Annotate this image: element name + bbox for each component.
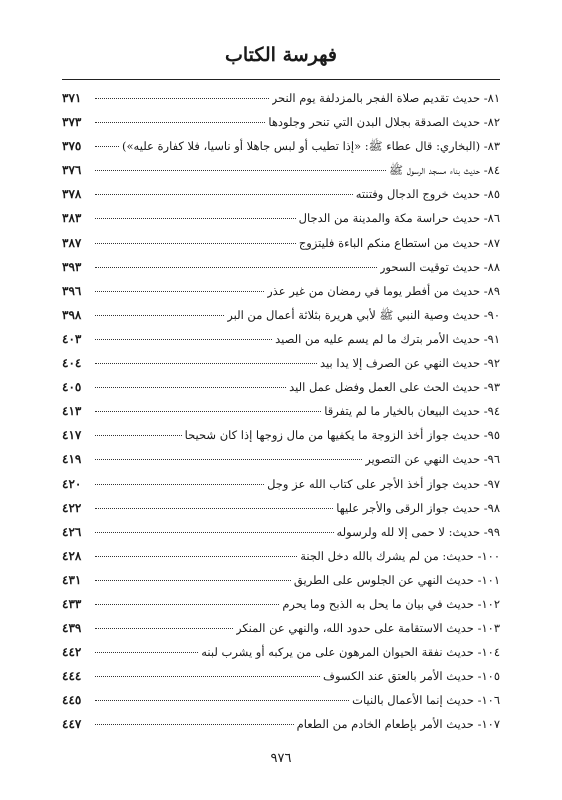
toc-entry-title: ٩٨- حديث جواز الرقى والأجر عليها — [336, 500, 500, 515]
dot-leader — [95, 98, 269, 99]
toc-entry-title: ٩٢- حديث النهي عن الصرف إلا يدا بيد — [320, 356, 500, 371]
toc-entry — [62, 231, 500, 255]
toc-entry-title: ٨٦- حديث حراسة مكة والمدينة من الدجال — [298, 211, 500, 226]
toc-entry-page: ٤٤٢ — [62, 645, 82, 660]
toc-entry-title: ٨٧- حديث من استطاع منكم الباءة فليتزوج — [298, 235, 500, 250]
toc-entry — [62, 279, 500, 303]
page-title: فهرسة الكتاب — [224, 44, 337, 66]
dot-leader — [95, 508, 333, 509]
toc-entry-page: ٤٤٧ — [62, 717, 82, 732]
dot-leader — [95, 387, 286, 388]
dot-leader — [95, 532, 334, 533]
dot-leader — [95, 170, 386, 171]
toc-entry-page: ٤٤٤ — [62, 669, 82, 684]
toc-entry-title: ١٠٤- حديث نفقة الحيوان المرهون على من يركبه أو يشرب لبنه — [201, 645, 500, 660]
dot-leader — [95, 218, 296, 219]
dot-leader — [95, 435, 182, 436]
dot-leader — [95, 243, 296, 244]
toc-entry — [62, 399, 500, 423]
toc-entry-title: ٩٤- حديث البيعان بالخيار ما لم يتفرقا — [324, 404, 500, 419]
toc-entry-page: ٣٧٦ — [62, 163, 82, 178]
toc-entry — [62, 375, 500, 399]
dot-leader — [95, 267, 377, 268]
toc-entry — [62, 568, 500, 592]
toc-entry-title: ٩٩- حديث: لا حمى إلا لله ولرسوله — [336, 524, 500, 539]
dot-leader — [95, 652, 198, 653]
dot-leader — [95, 556, 297, 557]
toc-entry-title: ٨٩- حديث من أفطر يوما في رمضان من غير عذر — [267, 283, 500, 298]
toc-entry-page: ٣٧٥ — [62, 139, 82, 154]
toc-entry-page: ٤٠٥ — [62, 380, 82, 395]
toc-entry-page: ٣٩٦ — [62, 283, 82, 298]
toc-entry-page: ٤٤٥ — [62, 693, 82, 708]
toc-entry-title: ١٠١- حديث النهي عن الجلوس على الطريق — [293, 572, 500, 587]
dot-leader — [95, 580, 291, 581]
toc-entry — [62, 134, 500, 158]
dot-leader — [95, 459, 362, 460]
dot-leader — [95, 315, 224, 316]
toc-entry-page: ٣٨٧ — [62, 235, 82, 250]
toc-entry-title: ١٠٧- حديث الأمر بإطعام الخادم من الطعام — [296, 717, 500, 732]
toc-entry-page: ٤٢٢ — [62, 500, 82, 515]
toc-entry-page: ٤٣٩ — [62, 621, 82, 636]
dot-leader — [95, 628, 233, 629]
dot-leader — [95, 724, 294, 725]
toc-entry — [62, 423, 500, 447]
toc-entry-page: ٤١٩ — [62, 452, 82, 467]
toc-entry — [62, 351, 500, 375]
dot-leader — [95, 604, 279, 605]
dot-leader — [95, 411, 321, 412]
toc-entry-title: ٩٠- حديث وصية النبي ﷺ لأبي هريرة بثلاثة أعمال من البر — [227, 307, 500, 322]
toc-entry-title: ٩٦- حديث النهي عن التصوير — [365, 452, 500, 467]
dot-leader — [95, 700, 349, 701]
toc-entry — [62, 664, 500, 688]
toc-entry-title: ٨٤- حديث بناء مسجد الرسول ﷺ — [389, 163, 500, 178]
title-divider — [62, 79, 500, 80]
dot-leader — [95, 194, 353, 195]
toc-entry — [62, 110, 500, 134]
toc-entry-page: ٤٢٦ — [62, 524, 82, 539]
toc-entry — [62, 182, 500, 206]
toc-entry — [62, 688, 500, 712]
toc-entry — [62, 158, 500, 182]
toc-entry-page: ٤٠٤ — [62, 356, 82, 371]
toc-entry-title: ١٠٥- حديث الأمر بالعتق عند الكسوف — [323, 669, 500, 684]
dot-leader — [95, 676, 320, 677]
toc-entry-title: ٩١- حديث الأمر بترك ما لم يسم عليه من الصيد — [275, 331, 500, 346]
toc-entry-page: ٤٣١ — [62, 572, 82, 587]
toc-entry — [62, 712, 500, 736]
toc-entry-page: ٣٩٣ — [62, 259, 82, 274]
toc-entry-title: ٨٨- حديث توقيت السحور — [379, 259, 500, 274]
toc-entry-title: ٩٥- حديث جواز أخذ الزوجة ما يكفيها من مال زوجها إذا كان شحيحا — [184, 428, 500, 443]
dot-leader — [95, 484, 264, 485]
toc-entry-title: ١٠٢- حديث في بيان ما يحل به الذبح وما يحرم — [282, 596, 500, 611]
toc-entry — [62, 520, 500, 544]
toc-entry-title: ٨٥- حديث خروج الدجال وفتنته — [355, 187, 500, 202]
dot-leader — [95, 339, 272, 340]
toc-entry — [62, 303, 500, 327]
page-number: ٩٧٦ — [270, 751, 292, 766]
toc-entry — [62, 86, 500, 110]
toc-entry — [62, 327, 500, 351]
toc-entry-page: ٤٠٣ — [62, 331, 82, 346]
dot-leader — [95, 363, 317, 364]
dot-leader — [95, 291, 264, 292]
toc-entry-page: ٣٧٣ — [62, 115, 82, 130]
dot-leader — [95, 146, 119, 147]
toc-entry-page: ٤١٧ — [62, 428, 82, 443]
toc-entry-title: ٨٣- (البخاري: قال عطاء ﷺ: «إذا تطيب أو لبس جاهلا أو ناسيا، فلا كفارة عليه») — [122, 139, 500, 154]
toc-entry — [62, 592, 500, 616]
toc-entry-page: ٣٧١ — [62, 91, 82, 105]
toc-entry — [62, 616, 500, 640]
toc-entry-title: ٩٣- حديث الحث على العمل وفضل عمل اليد — [289, 380, 500, 395]
toc-entry — [62, 472, 500, 496]
dot-leader — [95, 122, 265, 123]
toc-entry-page: ٣٩٨ — [62, 307, 82, 322]
toc-entry-page: ٣٨٣ — [62, 211, 82, 226]
toc-entry-page: ٤٢٠ — [62, 476, 82, 491]
toc-entry-title: ٨١- حديث تقديم صلاة الفجر بالمزدلفة يوم النحر — [271, 91, 500, 105]
toc-entry-page: ٣٧٨ — [62, 187, 82, 202]
toc-entry — [62, 255, 500, 279]
toc-entry-title: ١٠٣- حديث الاستقامة على حدود الله، والنهي عن المنكر — [235, 621, 500, 636]
toc-entry-page: ٤٢٨ — [62, 548, 82, 563]
toc-entry — [62, 640, 500, 664]
toc-entry-page: ٤٣٣ — [62, 596, 82, 611]
toc-entry — [62, 206, 500, 230]
toc-entry — [62, 544, 500, 568]
toc-entry-title: ٨٢- حديث الصدقة بجلال البدن التي تنحر وجلودها — [268, 115, 500, 130]
toc-entry-title: ١٠٠- حديث: من لم يشرك بالله دخل الجنة — [300, 548, 500, 563]
toc-entry — [62, 496, 500, 520]
toc-entry — [62, 447, 500, 471]
toc-entry-title: ٩٧- حديث جواز أخذ الأجر على كتاب الله عز وجل — [267, 476, 500, 491]
table-of-contents — [62, 86, 500, 737]
toc-entry-title: ١٠٦- حديث إنما الأعمال بالنيات — [352, 693, 500, 708]
toc-entry-page: ٤١٣ — [62, 404, 82, 419]
